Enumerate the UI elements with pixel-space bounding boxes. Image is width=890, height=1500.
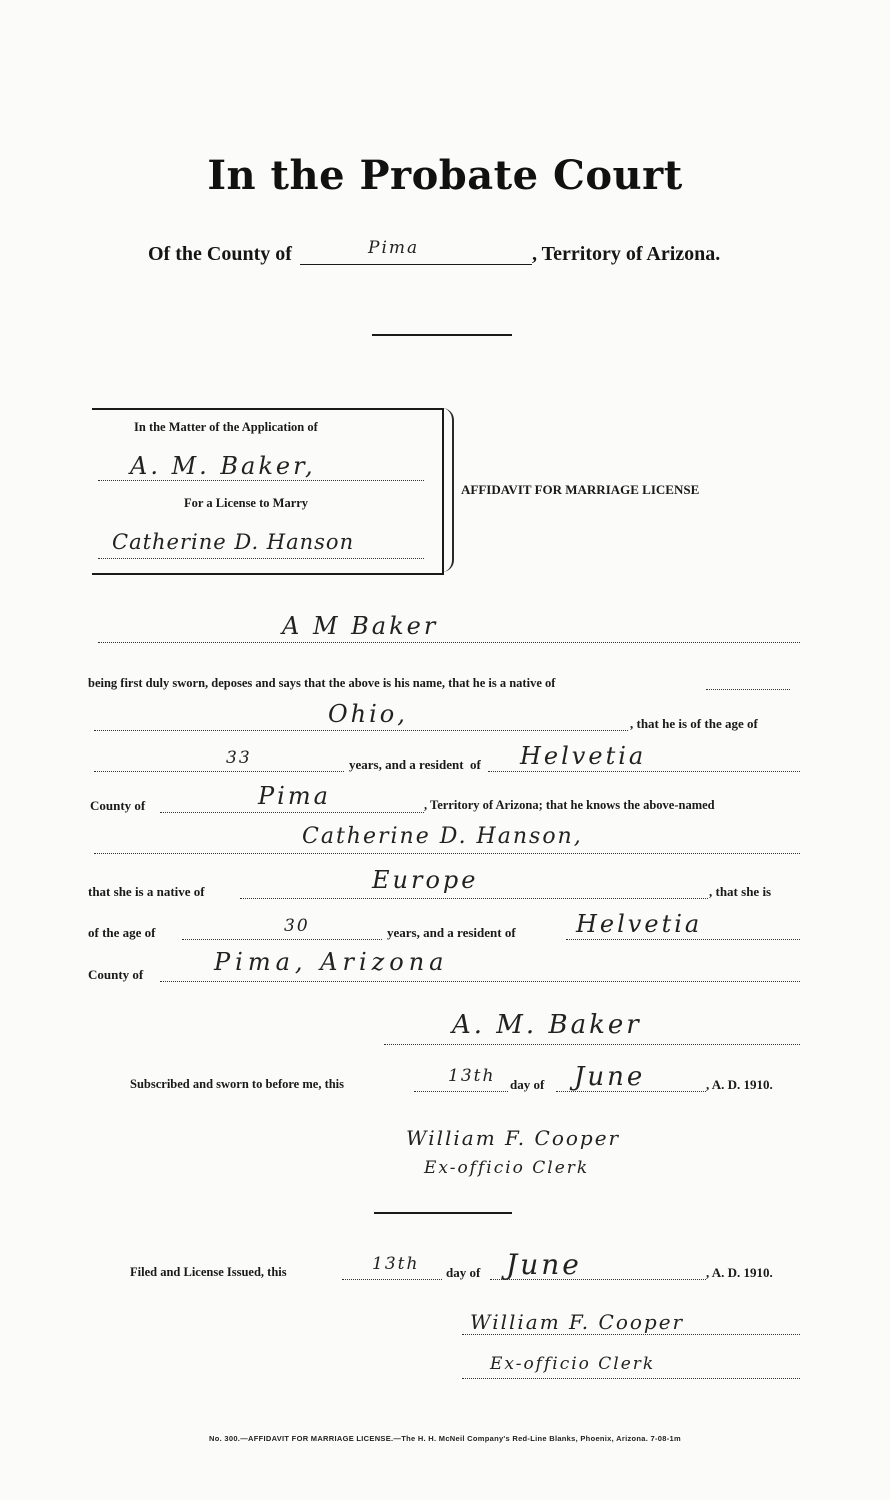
license-to-marry-label: For a License to Marry — [184, 496, 309, 510]
filed-month-handwritten: June — [506, 1248, 582, 1281]
affiant-line — [98, 642, 800, 643]
her-native-line — [240, 898, 708, 899]
her-county-handwritten: Pima, Arizona — [214, 948, 449, 976]
spouse-handwritten: Catherine D. Hanson — [112, 530, 355, 554]
heading-divider — [372, 334, 512, 336]
county-handwritten: Pima — [368, 238, 420, 258]
her-age-line — [182, 939, 382, 940]
his-age-line — [94, 771, 344, 772]
matter-box-bottom — [92, 573, 444, 575]
court-title: In the Probate Court — [207, 152, 683, 199]
his-county-line — [160, 812, 424, 813]
filed-clerk-line — [462, 1334, 800, 1335]
subscribed-label: Subscribed and sworn to before me, this — [130, 1077, 345, 1091]
her-name-line — [94, 853, 800, 854]
his-native-handwritten: Ohio, — [328, 700, 408, 728]
filed-day-of-label: day of — [446, 1265, 481, 1280]
matter-intro: In the Matter of the Application of — [134, 420, 318, 434]
affiant-handwritten: A M Baker — [282, 612, 439, 640]
territory-text: , Territory of Arizona. — [532, 243, 721, 265]
filed-clerk-title: Ex-officio Clerk — [490, 1354, 656, 1374]
her-residence-line — [566, 939, 800, 940]
filed-divider — [374, 1212, 512, 1214]
filed-clerk-signature: William F. Cooper — [470, 1310, 685, 1334]
spouse-line — [98, 558, 424, 559]
his-age-label: , that he is of the age of — [630, 716, 758, 731]
that-she-is-label: , that she is — [709, 884, 772, 899]
filed-label: Filed and License Issued, this — [130, 1265, 287, 1279]
form-footer: No. 300.—AFFIDAVIT FOR MARRIAGE LICENSE.—The H. H. McNeil Company's Red-Line Blanks, Phoenix, Arizona. 7-08-1m — [209, 1434, 681, 1443]
territory-knows-label: , Territory of Arizona; that he knows the above-named — [424, 798, 715, 812]
his-residence-line — [488, 771, 800, 772]
county-underline — [300, 264, 532, 265]
subscribed-month-handwritten: June — [574, 1062, 646, 1092]
her-residence-handwritten: Helvetia — [576, 910, 703, 938]
subscribed-clerk-signature: William F. Cooper — [406, 1126, 621, 1150]
she-native-label: that she is a native of — [88, 884, 205, 899]
his-residence-handwritten: Helvetia — [520, 742, 647, 770]
subscribed-day-of-label: day of — [510, 1077, 545, 1092]
document-type: AFFIDAVIT FOR MARRIAGE LICENSE — [461, 482, 700, 497]
his-county-label: County of — [90, 798, 146, 813]
his-county-handwritten: Pima — [258, 782, 331, 810]
her-county-line — [160, 981, 800, 982]
years-resident-of-label: years, and a resident of — [387, 925, 516, 940]
her-age-label: of the age of — [88, 925, 156, 940]
his-age-handwritten: 33 — [226, 748, 252, 768]
applicant-line — [98, 480, 424, 481]
matter-brace — [442, 408, 454, 572]
native-of-line-1 — [706, 689, 790, 690]
subscribed-clerk-title: Ex-officio Clerk — [424, 1158, 590, 1178]
subscribed-ad-label: , A. D. 1910. — [706, 1077, 773, 1092]
years-resident-label: years, and a resident — [349, 757, 464, 772]
filed-day-handwritten: 13th — [372, 1254, 420, 1274]
affiant-signature: A. M. Baker — [452, 1010, 642, 1040]
subscribed-day-line — [414, 1091, 508, 1092]
native-of-line-2 — [94, 730, 628, 731]
filed-day-line — [342, 1279, 442, 1280]
sworn-text: being first duly sworn, deposes and says that the above is his name, that he is a native of — [88, 676, 556, 690]
filed-ad-label: , A. D. 1910. — [706, 1265, 773, 1280]
affiant-signature-line — [384, 1044, 800, 1045]
her-age-handwritten: 30 — [284, 916, 310, 936]
her-name-handwritten: Catherine D. Hanson, — [302, 824, 583, 849]
her-county-label: County of — [88, 967, 144, 982]
county-prefix: Of the County of — [148, 243, 292, 265]
applicant-handwritten: A. M. Baker, — [130, 452, 316, 480]
resident-of-label: of — [470, 757, 481, 772]
filed-title-line — [462, 1378, 800, 1379]
subscribed-day-handwritten: 13th — [448, 1066, 496, 1086]
her-native-handwritten: Europe — [372, 866, 479, 894]
